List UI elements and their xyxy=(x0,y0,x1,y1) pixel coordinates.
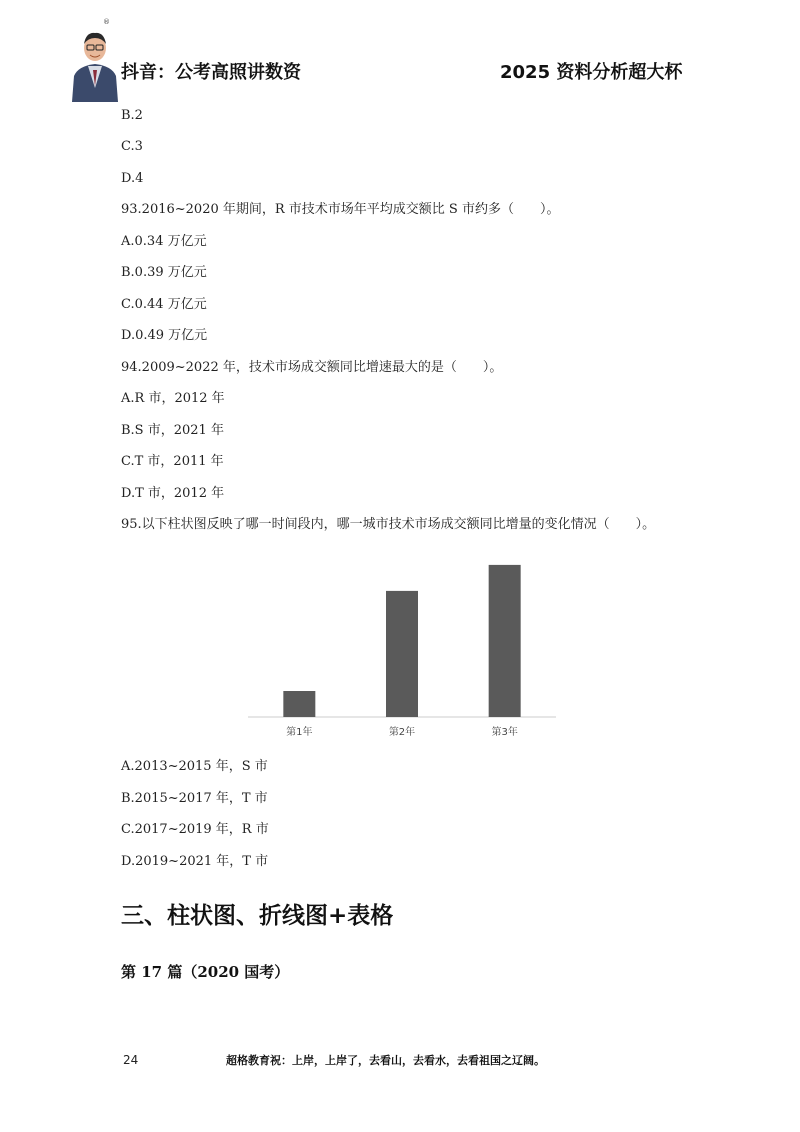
option-d-95: D.2019~2021 年，T 市 xyxy=(121,854,269,869)
option-d-92: D.4 xyxy=(121,171,144,186)
option-c-92: C.3 xyxy=(121,139,143,154)
bar-2 xyxy=(386,591,418,717)
option-c-94: C.T 市，2011 年 xyxy=(121,454,224,469)
option-c-93: C.0.44 万亿元 xyxy=(121,297,207,312)
option-d-93: D.0.49 万亿元 xyxy=(121,328,208,343)
bar-3 xyxy=(489,565,521,717)
header-channel-title: 抖音：公考高照讲数资 xyxy=(121,62,301,83)
section-title: 三、柱状图、折线图+表格 xyxy=(121,903,394,929)
article-subtitle: 第 17 篇（2020 国考） xyxy=(121,963,290,981)
author-avatar xyxy=(68,26,122,102)
bar-chart xyxy=(248,553,556,743)
bar-1 xyxy=(283,691,315,717)
x-tick-label-3: 第3年 xyxy=(491,727,518,738)
question-93: 93.2016~2020 年期间，R 市技术市场年平均成交额比 S 市约多（ ）。 xyxy=(121,202,560,217)
registered-mark: ® xyxy=(103,18,110,26)
option-c-95: C.2017~2019 年，R 市 xyxy=(121,822,269,837)
option-a-94: A.R 市，2012 年 xyxy=(121,391,225,406)
option-b-94: B.S 市，2021 年 xyxy=(121,423,224,438)
option-d-94: D.T 市，2012 年 xyxy=(121,486,225,501)
option-b-95: B.2015~2017 年，T 市 xyxy=(121,791,268,806)
x-tick-label-1: 第1年 xyxy=(286,727,313,738)
question-95: 95.以下柱状图反映了哪一时间段内，哪一城市技术市场成交额同比增量的变化情况（ ）。 xyxy=(121,517,656,532)
option-b-92: B.2 xyxy=(121,108,143,123)
x-tick-label-2: 第2年 xyxy=(388,727,416,738)
question-94: 94.2009~2022 年，技术市场成交额同比增速最大的是（ ）。 xyxy=(121,360,503,375)
option-a-93: A.0.34 万亿元 xyxy=(121,234,207,249)
footer-slogan: 超格教育祝：上岸，上岸了，去看山，去看水，去看祖国之辽阔。 xyxy=(226,1054,545,1067)
page-number: 24 xyxy=(123,1053,139,1067)
option-b-93: B.0.39 万亿元 xyxy=(121,265,207,280)
option-a-95: A.2013~2015 年，S 市 xyxy=(121,759,268,774)
header-book-title: 2025 资料分析超大杯 xyxy=(500,62,683,83)
